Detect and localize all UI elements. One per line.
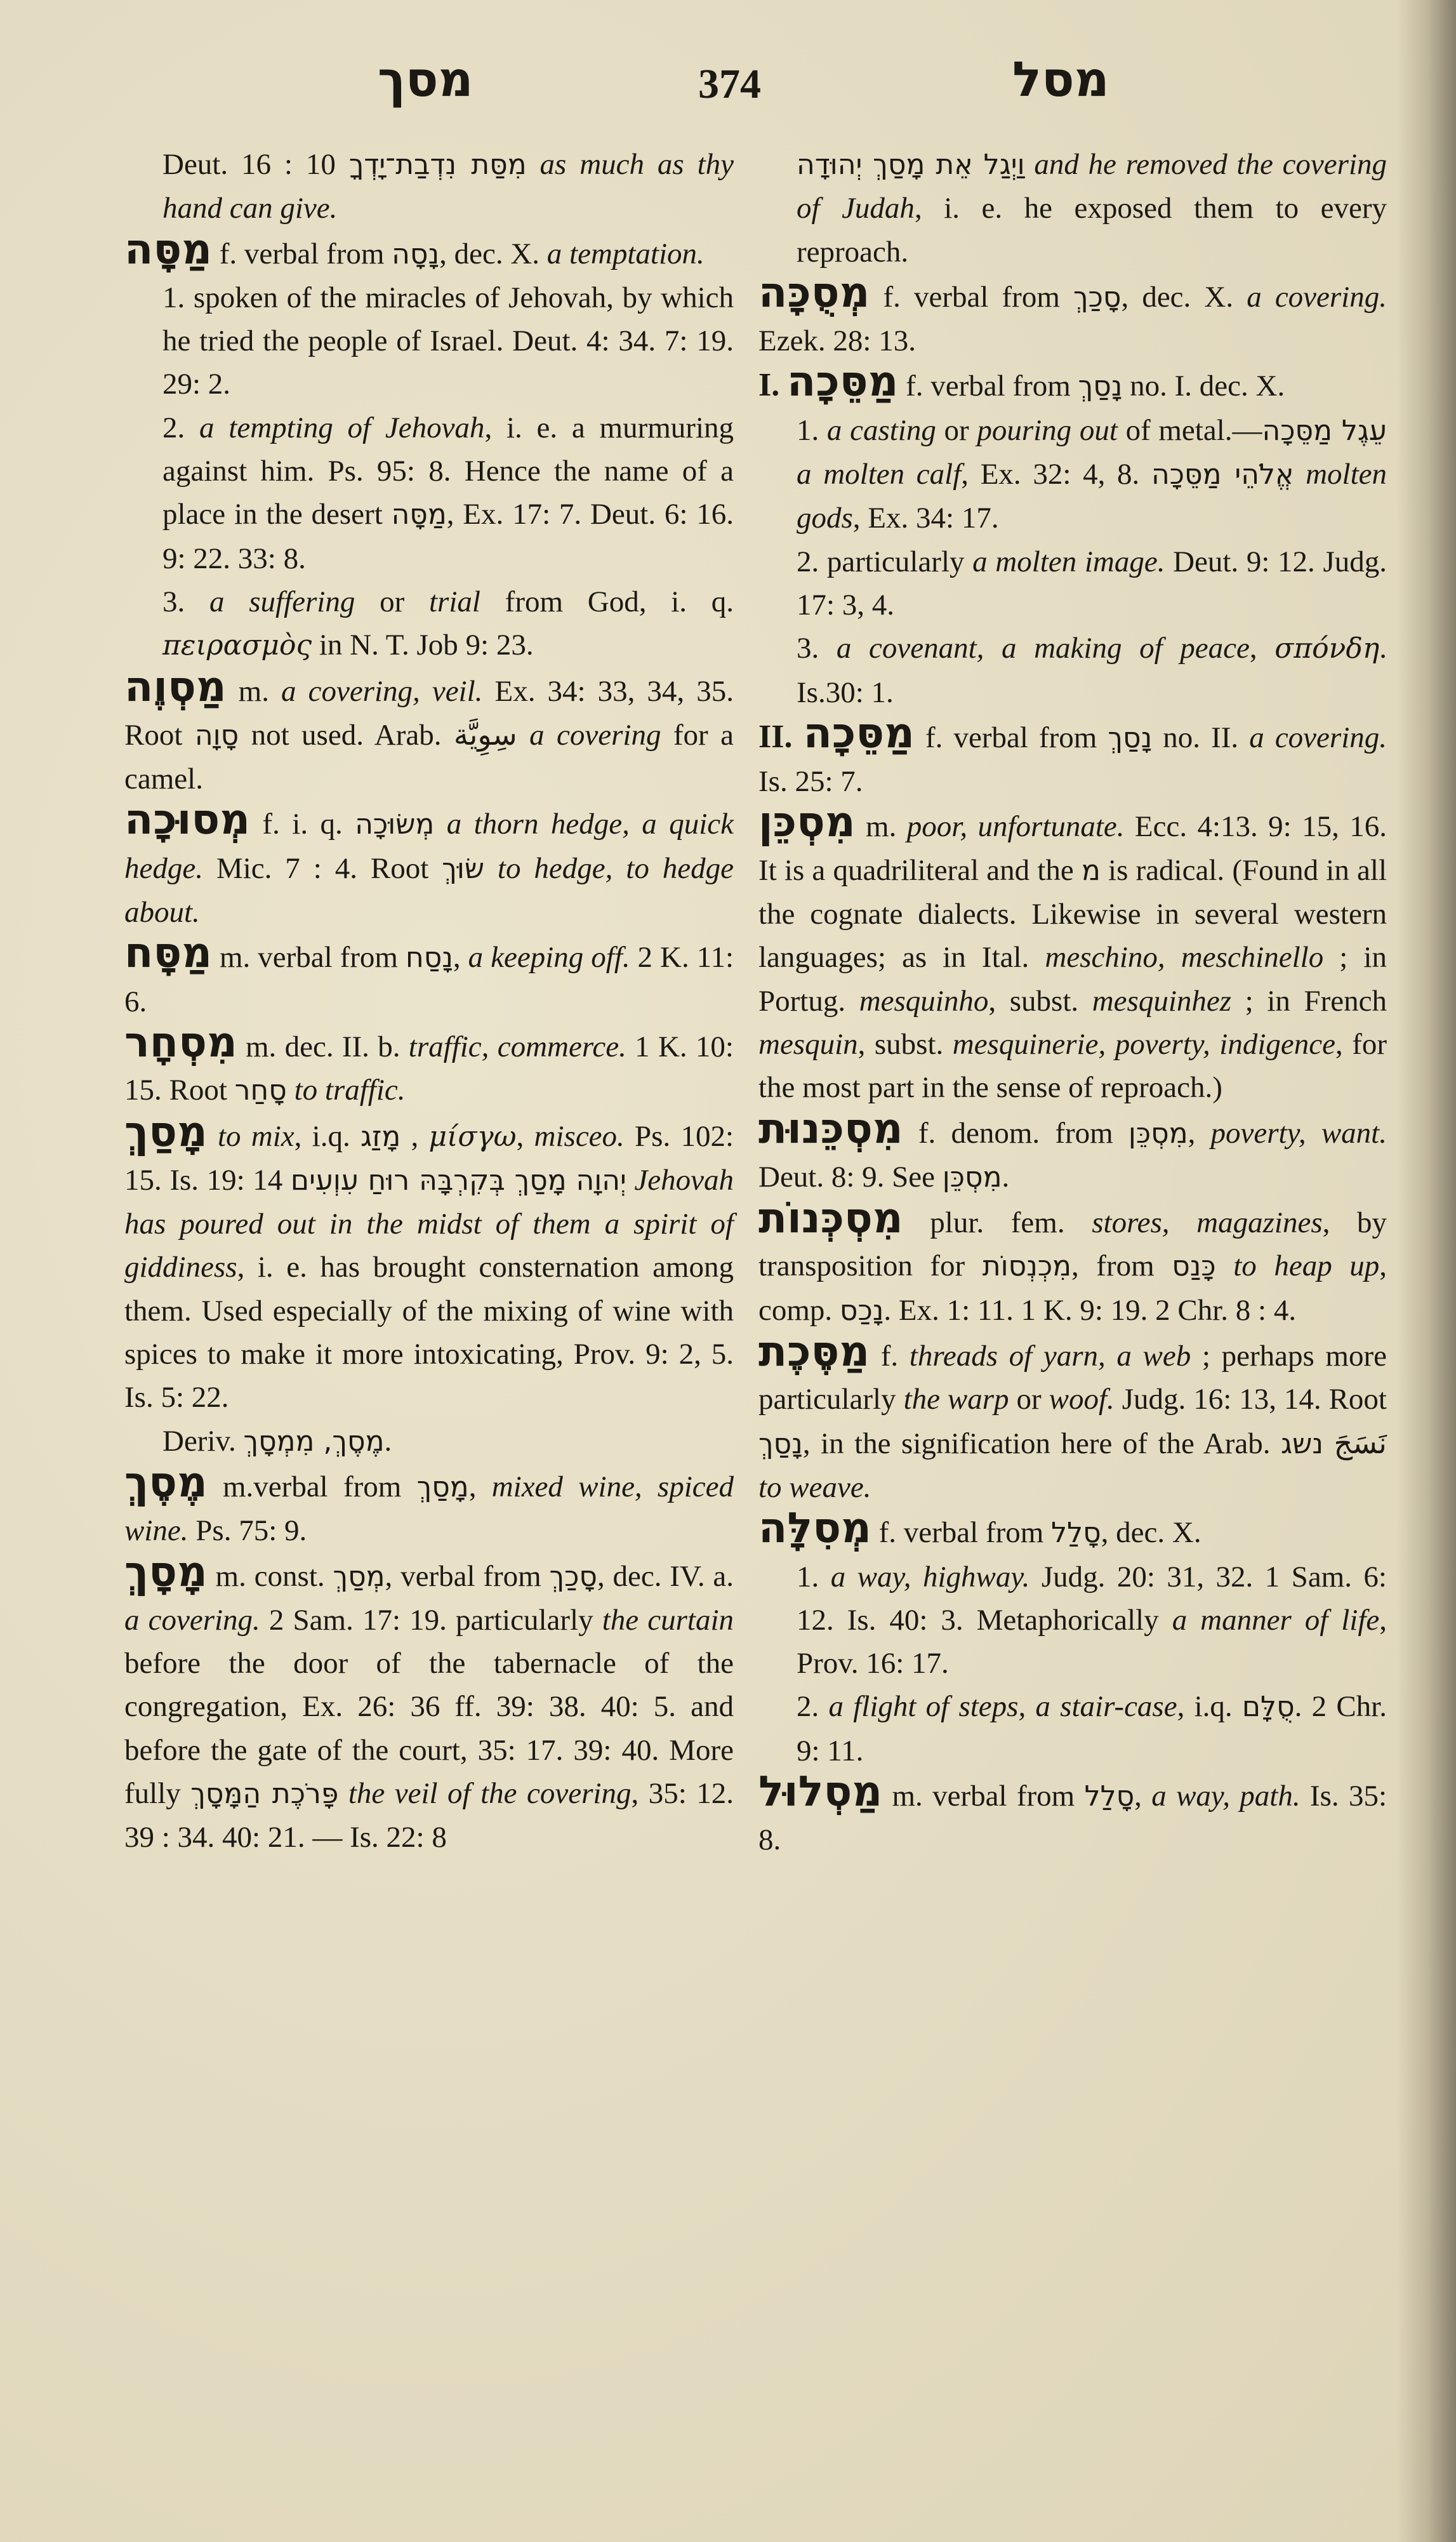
dictionary-entry	[124, 1107, 734, 1420]
headword: מַסְלוּל	[758, 1766, 883, 1816]
text-roman: Ezek. 28: 13.	[758, 324, 916, 358]
text-italic: to hedge, to hedge about.	[124, 851, 734, 929]
hebrew-text: מֶסֶךְ, מִמְסָךְ	[243, 1425, 385, 1458]
text-italic: the warp	[903, 1383, 1009, 1416]
left-column	[124, 143, 734, 1860]
text-roman: , verbal from	[385, 1559, 550, 1593]
entry-sense	[124, 276, 734, 406]
text-italic: as much as thy hand can give.	[162, 148, 734, 225]
text-roman	[484, 852, 498, 885]
text-roman: 2.	[162, 411, 200, 444]
text-roman: Deut. 8: 9. See	[758, 1160, 943, 1194]
text-roman: ,	[1249, 632, 1275, 665]
text-roman: or	[355, 585, 429, 618]
hebrew-text: מְסַךְ	[333, 1560, 385, 1593]
text-roman: before the door of the tabernacle of the congregation, Ex. 26: 36 ff. 39: 38. 40: 5. and before the gate of the court, 35: 17. 39: 40. More fully	[124, 1647, 734, 1810]
text-italic: a tempting of Jehovah	[199, 411, 485, 444]
hebrew-text: מִכְנְסוֹת	[982, 1250, 1071, 1283]
homonym-number: II.	[758, 718, 793, 755]
text-roman: Judg. 20: 31, 32. 1 Sam. 6: 12. Is. 40: 3. Metaphorically	[797, 1560, 1387, 1637]
text-italic: Jehovah has poured out in the midst of them a spirit of giddiness	[124, 1163, 734, 1284]
text-roman: f. verbal from	[211, 237, 392, 270]
text-roman: , dec. X.	[1101, 1516, 1201, 1550]
text-roman: , i. e. he exposed them to every reproach.	[797, 192, 1387, 269]
headword: מַסָּה	[124, 224, 212, 274]
text-roman: of metal.—	[1117, 413, 1262, 447]
text-italic: a suffering	[209, 585, 355, 618]
text-roman: from God, i. q.	[480, 585, 734, 618]
text-italic: mesquin	[758, 1027, 858, 1061]
dictionary-entry	[758, 1503, 1387, 1555]
text-roman: m. const.	[207, 1559, 333, 1593]
hebrew-text: וַיְגַל אֵת מָסַךְ יְהוּדָה	[797, 149, 1025, 181]
guide-word-right: מסל	[1012, 51, 1109, 107]
text-roman: , for the most part in the sense of reproach.)	[758, 1027, 1387, 1105]
text-roman: Judg. 16: 13, 14. Root	[1114, 1383, 1387, 1416]
text-italic: a covering	[529, 718, 661, 752]
text-roman: f. verbal from	[914, 721, 1108, 754]
greek-text: σπόνδη	[1274, 632, 1380, 665]
hebrew-text: נָסַח	[405, 942, 453, 975]
text-roman: , i. e. a murmuring against him. Ps. 95: 8. Hence the name of a place in the desert	[162, 411, 734, 531]
text-roman: , Ex. 34: 17.	[852, 502, 999, 535]
text-roman: 3.	[797, 632, 837, 665]
headword: מִסְכֵּנוּת	[758, 1103, 903, 1153]
hebrew-text: אֱלֹהֵי מַסֵּכָה	[1151, 458, 1294, 491]
hebrew-text: סָוָה	[194, 719, 239, 752]
text-roman: ,	[516, 1119, 534, 1153]
text-roman: f. denom. from	[903, 1116, 1128, 1150]
entry-sense	[758, 1685, 1387, 1773]
dictionary-entry	[758, 357, 1387, 408]
text-roman: 1 K. 10: 15. Root	[124, 1030, 734, 1107]
hebrew-text: סָחַר	[234, 1074, 287, 1107]
dictionary-entry	[758, 1103, 1387, 1200]
text-roman: no. II.	[1152, 721, 1250, 754]
homonym-number: I.	[758, 367, 780, 404]
dictionary-entry	[758, 267, 1387, 363]
text-roman: , 35: 12. 39 : 34. 40: 21. — Is. 22: 8	[124, 1776, 734, 1854]
hebrew-text: סָלַל	[1051, 1517, 1101, 1550]
text-roman: in N. T. Job 9: 23.	[312, 629, 534, 662]
text-italic: pouring out	[977, 413, 1118, 447]
text-italic: threads of yarn, a web	[909, 1340, 1191, 1373]
text-italic: to weave.	[758, 1470, 871, 1504]
hebrew-text: נָסָה	[392, 237, 440, 270]
hebrew-text: עֵגֶל מַסֵּכָה	[1262, 414, 1387, 447]
text-italic: the veil of the covering	[348, 1776, 632, 1810]
text-roman: , dec. IV. a.	[597, 1559, 734, 1593]
text-roman: f. verbal from	[870, 280, 1073, 314]
hebrew-text: מִסְכֵּן	[942, 1161, 1002, 1194]
text-roman: . 2 Chr. 9: 11.	[797, 1690, 1387, 1767]
text-roman: Ps. 75: 9.	[188, 1514, 307, 1548]
hebrew-text: מִסַּת נִדְבַת־יָדְךָ	[348, 149, 527, 181]
hebrew-text: פָּרֹכֶת הַמָּסָךְ	[190, 1777, 339, 1810]
text-roman: f. i. q.	[250, 808, 355, 841]
text-italic: a molten image.	[972, 545, 1165, 578]
hebrew-text: מִסְכֵּן	[1128, 1117, 1188, 1150]
text-roman: .	[1002, 1160, 1010, 1194]
dictionary-entry	[758, 797, 1387, 1109]
text-roman	[1294, 458, 1306, 491]
arabic-text: سِوِيَّة	[453, 717, 517, 752]
text-italic: mixed wine, spiced wine.	[124, 1470, 734, 1548]
text-italic: stores, magazines	[1092, 1206, 1323, 1240]
text-roman: ,	[400, 1119, 429, 1153]
headword: מֶסֶךְ	[124, 1457, 208, 1507]
text-roman	[626, 1164, 635, 1197]
text-roman: , dec. X.	[439, 237, 547, 270]
text-italic: a thorn hedge, a quick hedge.	[124, 808, 734, 885]
text-roman: Is. 25: 7.	[758, 765, 863, 799]
dictionary-entry	[758, 1327, 1387, 1509]
headword: מַסָּח	[124, 928, 212, 978]
dictionary-entry	[758, 708, 1387, 804]
text-italic: mesquinhez	[1092, 984, 1232, 1018]
arabic-text: نَسَجَ	[1334, 1425, 1387, 1460]
text-roman: , in the signification here of the Arab.	[802, 1427, 1281, 1460]
text-italic: to mix	[218, 1119, 295, 1153]
dictionary-entry	[124, 1017, 734, 1113]
right-column	[758, 143, 1387, 1862]
text-roman: m.	[855, 810, 907, 844]
greek-text: πειρασμὸς	[162, 629, 312, 662]
text-italic: a covering.	[1247, 280, 1387, 314]
text-roman: 2 K. 11: 6.	[124, 941, 734, 1018]
text-roman: ,	[453, 941, 468, 975]
headword: מִסְכֵּן	[758, 797, 856, 847]
text-roman: , Ex. 17: 7. Deut. 6: 16. 9: 22. 33: 8.	[162, 498, 734, 575]
text-roman	[1216, 1249, 1234, 1282]
text-roman: 3.	[162, 585, 209, 618]
page-number: 374	[698, 61, 761, 107]
text-roman: , subst.	[988, 984, 1092, 1018]
text-italic: woof.	[1049, 1383, 1115, 1416]
text-italic: a covering, veil.	[281, 674, 483, 708]
hebrew-text: נָסַךְ	[1078, 370, 1123, 403]
text-roman: no. I. dec. X.	[1122, 369, 1285, 403]
text-roman: , Prov. 16: 17.	[797, 1603, 1387, 1680]
text-roman: , by transposition for	[758, 1206, 1387, 1283]
headword: מְסִלָּה	[758, 1503, 871, 1553]
greek-text: μίσγω	[428, 1120, 517, 1153]
text-roman: Ecc. 4:13. 9: 15, 16. It is a quadriliteral and the	[758, 810, 1387, 887]
text-roman: 1. spoken of the miracles of Jehovah, by which he tried the people of Israel. Deut. 4: 34. 7: 19. 29: 2.	[162, 281, 734, 401]
text-italic: a covenant, a making of peace	[836, 632, 1250, 665]
text-roman: f. verbal from	[898, 369, 1078, 403]
hebrew-text: סֻלָּם	[1241, 1691, 1295, 1724]
headword: מִסְחָר	[124, 1017, 237, 1067]
text-roman: , from	[1071, 1249, 1172, 1283]
hebrew-text: כָּנַס	[1172, 1250, 1216, 1283]
entry-sense	[758, 627, 1387, 714]
entry-sense	[124, 580, 734, 668]
entry-continuation	[758, 143, 1387, 274]
text-roman: , i.q.	[1177, 1690, 1242, 1724]
text-italic: and he removed the covering of Judah	[797, 148, 1387, 225]
text-italic: mesquinho	[859, 984, 989, 1018]
text-roman	[338, 1777, 348, 1810]
headword: מַסֵּכָה	[787, 357, 899, 406]
text-roman: m.	[226, 674, 282, 708]
headword: מְסֻכָּה	[758, 267, 870, 317]
text-roman: , comp.	[758, 1249, 1387, 1327]
entry-sense	[758, 1555, 1387, 1686]
text-roman: ; in Portug.	[758, 941, 1387, 1018]
text-italic: a covering.	[1249, 721, 1387, 754]
hebrew-text: יְהוָה מָסַךְ בְּקִרְבָּהּ רוּחַ עִוְעִים	[290, 1164, 626, 1197]
text-italic: trial	[428, 585, 480, 618]
dictionary-entry	[124, 224, 734, 276]
entry-sense	[124, 406, 734, 580]
entry-sense	[758, 409, 1387, 540]
hebrew-text: נשג	[1281, 1427, 1323, 1460]
text-roman: , i.q.	[294, 1119, 361, 1153]
hebrew-text: מ	[1081, 854, 1101, 887]
text-roman: 2. particularly	[797, 545, 973, 578]
text-roman: Deut. 16 : 10	[162, 148, 349, 181]
hebrew-text: מְשׂוּכָה	[355, 808, 435, 841]
text-italic: molten gods	[797, 458, 1387, 535]
text-italic: traffic, commerce.	[408, 1030, 626, 1063]
text-roman	[208, 1120, 218, 1153]
dictionary-entry	[758, 1766, 1387, 1862]
text-italic: a temptation.	[546, 237, 705, 270]
text-roman	[517, 719, 529, 752]
hebrew-text: מָסַךְ	[416, 1470, 469, 1503]
text-roman: ; in French	[1231, 984, 1387, 1018]
text-roman: 1.	[797, 413, 827, 447]
text-italic: meschino, meschinello	[1045, 941, 1324, 975]
text-roman: .	[384, 1424, 392, 1458]
hebrew-text: סָכַךְ	[1073, 281, 1122, 314]
hebrew-text: סָלַל	[1084, 1780, 1135, 1813]
hebrew-text: מָזַג	[360, 1120, 401, 1153]
text-italic: poverty, want.	[1210, 1116, 1387, 1150]
text-roman: plur. fem.	[903, 1206, 1092, 1240]
text-italic: a way, path.	[1151, 1779, 1300, 1813]
text-roman: Deriv.	[162, 1424, 244, 1458]
hebrew-text: נָסַךְ	[1108, 721, 1153, 754]
headword: מַסֵּכָה	[803, 708, 915, 757]
text-italic: a casting	[826, 413, 936, 447]
text-italic: a keeping off.	[468, 941, 630, 975]
text-italic: poor, unfortunate.	[906, 810, 1125, 844]
headword: מַסְוֶה	[124, 662, 227, 711]
text-roman: or	[936, 413, 977, 447]
text-roman: ,	[1134, 1779, 1152, 1813]
text-roman: 2.	[797, 1690, 829, 1724]
text-roman: Ex. 34: 33, 34, 35. Root	[124, 674, 734, 752]
dictionary-entry	[124, 795, 734, 934]
dictionary-entry	[758, 1194, 1387, 1333]
hebrew-text: שׂוּךְ	[442, 852, 484, 885]
text-italic: misceo.	[534, 1119, 625, 1153]
text-roman: ,	[468, 1470, 492, 1503]
text-roman: , i. e. has brought consternation among them. Used especially of the mixing of wine with spices to make it more intoxicating, Prov. 9: 2, 5. Is. 5: 22.	[124, 1251, 734, 1414]
text-italic: a way, highway.	[830, 1560, 1030, 1594]
text-roman: ; perhaps more particularly	[758, 1340, 1387, 1416]
text-roman: , subst.	[857, 1027, 953, 1061]
dictionary-entry	[124, 928, 734, 1023]
text-roman: . Is.30: 1.	[797, 632, 1387, 709]
text-roman: . Ex. 1: 11. 1 K. 9: 19. 2 Chr. 8 : 4.	[884, 1293, 1297, 1327]
text-roman: Deut. 9: 12. Judg. 17: 3, 4.	[797, 545, 1387, 622]
text-italic: a flight of steps, a stair-case	[828, 1690, 1177, 1724]
text-roman: not used. Arab.	[239, 718, 454, 752]
text-roman: 1.	[797, 1560, 831, 1594]
headword: מְסוּכָה	[124, 795, 250, 844]
text-roman: Is. 35: 8.	[758, 1779, 1387, 1857]
text-roman: for a camel.	[124, 718, 734, 796]
text-roman: , Ex. 32: 4, 8.	[961, 458, 1151, 491]
text-roman: f. verbal from	[871, 1516, 1052, 1550]
text-roman: m. verbal from	[211, 941, 406, 975]
entry-sense	[124, 1420, 734, 1463]
text-roman	[1323, 1427, 1334, 1460]
headword: מִסְכְּנוֹת	[758, 1194, 903, 1243]
guide-word-left: מסך	[378, 51, 473, 107]
text-roman	[1025, 148, 1035, 181]
text-roman: , dec. X.	[1121, 280, 1247, 314]
text-roman: m. verbal from	[882, 1779, 1085, 1813]
headword: מַסֶּכֶת	[758, 1327, 870, 1376]
text-italic: a manner of life	[1172, 1603, 1380, 1637]
text-roman: ,	[1188, 1116, 1211, 1150]
text-roman: f.	[870, 1340, 910, 1373]
text-roman: Ps. 102: 15. Is. 19: 14	[124, 1119, 734, 1197]
text-roman	[287, 1074, 295, 1107]
text-italic: mesquinerie, poverty, indigence	[952, 1027, 1335, 1061]
hebrew-text: נָכַס	[839, 1294, 884, 1327]
text-roman: Mic. 7 : 4. Root	[202, 851, 442, 885]
dictionary-entry	[124, 1547, 734, 1860]
text-italic: the curtain	[602, 1603, 734, 1637]
hebrew-text: מַסָּה	[391, 498, 447, 531]
entry-sense	[758, 540, 1387, 627]
text-italic: to traffic.	[294, 1074, 406, 1107]
text-roman	[527, 148, 540, 181]
headword: מָסָךְ	[124, 1547, 208, 1596]
text-roman: 2 Sam. 17: 19. particularly	[260, 1603, 602, 1637]
dictionary-entry	[124, 662, 734, 801]
text-roman: or	[1009, 1383, 1049, 1416]
hebrew-text: נָסַךְ	[758, 1427, 803, 1460]
hebrew-text: סָכַךְ	[549, 1560, 597, 1593]
entry-continuation	[124, 143, 734, 230]
text-roman: m. dec. II. b.	[237, 1030, 409, 1063]
dictionary-entry	[124, 1457, 734, 1553]
text-roman: is radical. (Found in all the cognate dialects. Likewise in several western languages; as in Ital.	[758, 853, 1387, 975]
text-italic: a molten calf	[797, 458, 962, 491]
headword: מָסַךְ	[124, 1107, 208, 1156]
text-italic: a covering.	[124, 1603, 260, 1637]
text-italic: to heap up	[1233, 1249, 1380, 1283]
text-roman: m.verbal from	[207, 1470, 417, 1503]
text-roman	[434, 808, 446, 841]
running-head	[0, 44, 1456, 114]
